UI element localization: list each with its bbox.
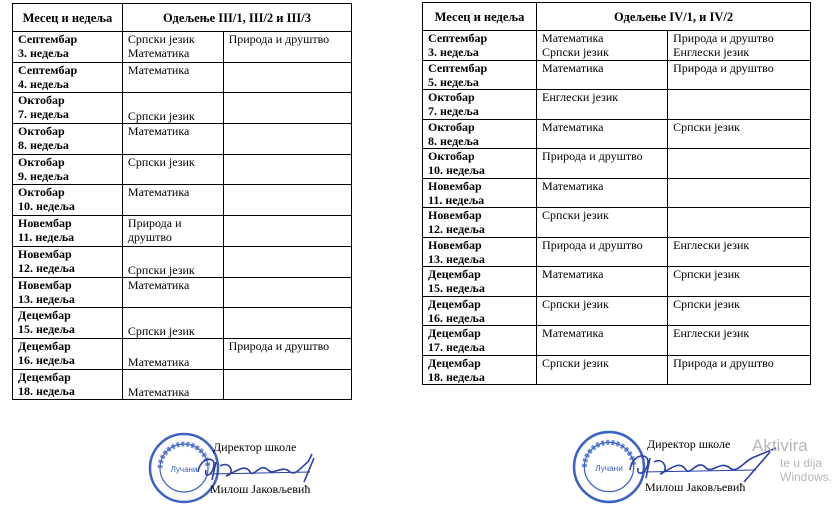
subject-label: Енглески језик bbox=[673, 237, 750, 252]
subject-label: Енглески језик bbox=[673, 45, 750, 59]
subject-label: Природа и друштво bbox=[673, 355, 774, 370]
signature-title: Директор школе bbox=[647, 437, 731, 451]
subject-cell bbox=[668, 208, 811, 238]
month-label: Септембар bbox=[18, 32, 78, 46]
subject-cell bbox=[668, 355, 811, 385]
table-row bbox=[423, 178, 811, 208]
subject-cell bbox=[223, 93, 351, 124]
subject-cell bbox=[537, 296, 668, 326]
subject-cell bbox=[537, 208, 668, 238]
month-label: Децембар bbox=[18, 338, 71, 353]
month-label: Октобар bbox=[18, 93, 65, 108]
subject-cell bbox=[537, 326, 668, 356]
table-row bbox=[13, 369, 352, 400]
month-label: Октобар bbox=[428, 90, 475, 104]
subject-label: Математика bbox=[127, 185, 190, 200]
table-row bbox=[13, 308, 352, 339]
subject-cell bbox=[122, 277, 223, 308]
week-label: 15. недеља bbox=[428, 281, 485, 295]
subject-cell bbox=[668, 149, 811, 179]
month-label: Октобар bbox=[428, 149, 475, 163]
subject-label: Математика bbox=[542, 267, 604, 281]
subject-cell bbox=[122, 338, 223, 369]
month-week-cell bbox=[13, 369, 123, 400]
week-label: 16. недеља bbox=[18, 352, 75, 367]
subject-label: Математика bbox=[542, 326, 604, 340]
subject-cell bbox=[223, 369, 351, 400]
month-week-cell bbox=[13, 246, 123, 277]
subject-cell bbox=[223, 277, 351, 308]
month-week-cell bbox=[423, 119, 537, 149]
month-week-cell bbox=[13, 277, 123, 308]
week-label: 8. недеља bbox=[428, 133, 479, 148]
month-label: Септембар bbox=[428, 60, 488, 75]
week-label: 3. недеља bbox=[18, 46, 69, 60]
table-row bbox=[423, 237, 811, 267]
subject-label: Природа и друштво bbox=[228, 32, 330, 46]
subject-label: Математика bbox=[542, 178, 604, 193]
table-row bbox=[13, 338, 352, 369]
month-week-cell bbox=[423, 355, 537, 385]
month-label: Октобар bbox=[428, 119, 475, 134]
table-row bbox=[423, 31, 811, 61]
month-label: Септембар bbox=[428, 31, 488, 45]
week-label: 16. недеља bbox=[428, 310, 485, 325]
month-label: Новембар bbox=[428, 208, 482, 222]
table-row bbox=[13, 277, 352, 308]
subject-label: Српски језик bbox=[127, 262, 195, 277]
stamp-center-text: Лучани bbox=[170, 465, 198, 474]
subject-cell bbox=[668, 296, 811, 326]
subject-label: Природа и друштво bbox=[673, 60, 774, 75]
subject-label: Српски језик bbox=[127, 32, 195, 46]
subject-cell bbox=[537, 60, 668, 90]
subject-label: Природа и bbox=[127, 216, 182, 231]
month-label: Децембар bbox=[428, 296, 481, 311]
subject-cell bbox=[223, 62, 351, 93]
windows-activation-watermark bbox=[752, 436, 832, 484]
header-class: Одељење IV/1, и IV/2 bbox=[537, 3, 811, 31]
month-week-cell bbox=[13, 124, 123, 155]
subject-cell bbox=[223, 216, 351, 247]
subject-cell bbox=[537, 149, 668, 179]
watermark-line-1: Aktivira bbox=[752, 436, 808, 455]
watermark-line-3: Windows. bbox=[780, 470, 832, 484]
subject-label: Математика bbox=[127, 277, 190, 292]
subject-cell bbox=[122, 308, 223, 339]
subject-cell bbox=[122, 93, 223, 124]
schedule-table-grade-3 bbox=[12, 3, 352, 400]
month-label: Децембар bbox=[428, 267, 481, 281]
signature-title: Директор школе bbox=[213, 440, 297, 454]
subject-label: Српски језик bbox=[673, 296, 740, 311]
month-week-cell bbox=[423, 31, 537, 61]
table-row bbox=[423, 119, 811, 149]
table-row bbox=[423, 267, 811, 297]
week-label: 13. недеља bbox=[18, 291, 75, 306]
month-week-cell bbox=[423, 178, 537, 208]
subject-label: Природа и друштво bbox=[542, 237, 643, 252]
week-label: 17. недеља bbox=[428, 340, 485, 354]
table-row bbox=[13, 185, 352, 216]
month-label: Новембар bbox=[18, 246, 72, 261]
subject-label: Природа и друштво bbox=[542, 149, 643, 163]
week-label: 10. недеља bbox=[428, 163, 485, 177]
subject-cell bbox=[668, 90, 811, 120]
subject-cell bbox=[668, 60, 811, 90]
subject-cell bbox=[537, 355, 668, 385]
subject-cell bbox=[223, 124, 351, 155]
week-label: 3. недеља bbox=[428, 45, 479, 59]
month-label: Новембар bbox=[18, 216, 72, 231]
subject-label: Математика bbox=[127, 354, 190, 369]
subject-label: Енглески језик bbox=[542, 90, 619, 104]
subject-cell bbox=[223, 32, 351, 63]
week-label: 7. недеља bbox=[428, 104, 479, 118]
week-label: 15. недеља bbox=[18, 322, 75, 337]
week-label: 10. недеља bbox=[18, 199, 75, 214]
month-label: Новембар bbox=[428, 237, 482, 252]
subject-cell bbox=[668, 267, 811, 297]
subject-cell bbox=[537, 267, 668, 297]
month-week-cell bbox=[423, 326, 537, 356]
week-label: 11. недеља bbox=[428, 192, 485, 207]
month-week-cell bbox=[13, 308, 123, 339]
subject-cell bbox=[223, 185, 351, 216]
subject-cell bbox=[122, 32, 223, 63]
subject-cell bbox=[668, 119, 811, 149]
week-label: 18. недеља bbox=[18, 383, 75, 398]
header-month-week: Месец и недеља bbox=[13, 4, 123, 32]
subject-label: друштво bbox=[127, 230, 172, 245]
subject-label: Српски језик bbox=[127, 154, 195, 169]
month-week-cell bbox=[423, 237, 537, 267]
subject-label: Српски језик bbox=[673, 267, 740, 281]
subject-cell bbox=[537, 90, 668, 120]
signature-name: Милош Јаковљевић bbox=[645, 480, 746, 494]
week-label: 13. недеља bbox=[428, 251, 485, 266]
week-label: 5. недеља bbox=[428, 74, 479, 89]
stamp-center-text: Лучани bbox=[595, 464, 623, 474]
schedule-table-grade-4 bbox=[422, 2, 811, 385]
subject-cell bbox=[223, 338, 351, 369]
month-week-cell bbox=[13, 338, 123, 369]
subject-cell bbox=[122, 185, 223, 216]
subject-label: Српски језик bbox=[542, 355, 609, 370]
week-label: 12. недеља bbox=[18, 260, 75, 275]
subject-label: Математика bbox=[542, 31, 604, 45]
subject-cell bbox=[223, 154, 351, 185]
subject-label: Математика bbox=[542, 119, 604, 134]
month-week-cell bbox=[13, 154, 123, 185]
subject-label: Математика bbox=[127, 46, 190, 60]
watermark-line-2: te u dija bbox=[780, 456, 823, 470]
table-row bbox=[423, 355, 811, 385]
table-row bbox=[423, 90, 811, 120]
table-row bbox=[13, 32, 352, 63]
subject-cell bbox=[537, 31, 668, 61]
month-label: Октобар bbox=[18, 185, 65, 200]
header-class: Одељење III/1, III/2 и III/3 bbox=[122, 4, 351, 32]
month-week-cell bbox=[13, 32, 123, 63]
month-week-cell bbox=[13, 216, 123, 247]
subject-label: Математика bbox=[127, 124, 190, 139]
month-week-cell bbox=[423, 90, 537, 120]
handwritten-signature bbox=[190, 450, 340, 486]
header-month-week: Месец и недеља bbox=[423, 3, 537, 31]
subject-label: Српски језик bbox=[542, 296, 609, 311]
subject-label: Енглески језик bbox=[673, 326, 750, 340]
subject-label: Природа и друштво bbox=[228, 338, 330, 353]
month-week-cell bbox=[423, 208, 537, 238]
subject-cell bbox=[537, 237, 668, 267]
week-label: 7. недеља bbox=[18, 107, 69, 122]
subject-cell bbox=[668, 31, 811, 61]
signature-name: Милош Јаковљевић bbox=[210, 482, 311, 496]
subject-cell bbox=[537, 178, 668, 208]
month-week-cell bbox=[13, 93, 123, 124]
week-label: 11. недеља bbox=[18, 230, 75, 245]
subject-label: Математика bbox=[127, 385, 190, 400]
subject-cell bbox=[537, 119, 668, 149]
month-label: Децембар bbox=[18, 369, 71, 384]
subject-label: Српски језик bbox=[542, 45, 609, 59]
month-week-cell bbox=[423, 267, 537, 297]
week-label: 8. недеља bbox=[18, 138, 69, 153]
subject-label: Математика bbox=[542, 60, 604, 75]
month-week-cell bbox=[13, 62, 123, 93]
month-label: Новембар bbox=[18, 277, 72, 292]
table-row bbox=[13, 216, 352, 247]
subject-cell bbox=[122, 154, 223, 185]
subject-label: Српски језик bbox=[127, 323, 195, 338]
week-label: 18. недеља bbox=[428, 369, 485, 384]
week-label: 9. недеља bbox=[18, 168, 69, 183]
subject-cell bbox=[668, 178, 811, 208]
month-week-cell bbox=[423, 296, 537, 326]
month-week-cell bbox=[423, 149, 537, 179]
month-label: Септембар bbox=[18, 62, 78, 77]
subject-cell bbox=[122, 216, 223, 247]
subject-cell bbox=[223, 308, 351, 339]
table-row bbox=[423, 208, 811, 238]
month-label: Новембар bbox=[428, 178, 482, 193]
table-row bbox=[13, 93, 352, 124]
subject-cell bbox=[122, 62, 223, 93]
table-row bbox=[423, 149, 811, 179]
table-row bbox=[423, 60, 811, 90]
table-row bbox=[13, 154, 352, 185]
month-label: Децембар bbox=[18, 308, 71, 323]
table-row bbox=[13, 62, 352, 93]
table-row bbox=[423, 326, 811, 356]
subject-cell bbox=[223, 246, 351, 277]
subject-label: Српски језик bbox=[127, 109, 195, 124]
subject-label: Српски језик bbox=[542, 208, 609, 222]
month-week-cell bbox=[423, 60, 537, 90]
table-row bbox=[423, 296, 811, 326]
month-label: Децембар bbox=[428, 326, 481, 340]
subject-cell bbox=[122, 124, 223, 155]
month-label: Децембар bbox=[428, 355, 481, 370]
subject-label: Српски језик bbox=[673, 119, 740, 134]
table-row bbox=[13, 246, 352, 277]
subject-cell bbox=[122, 369, 223, 400]
month-label: Октобар bbox=[18, 124, 65, 139]
subject-cell bbox=[668, 237, 811, 267]
month-week-cell bbox=[13, 185, 123, 216]
week-label: 12. недеља bbox=[428, 222, 485, 236]
subject-cell bbox=[668, 326, 811, 356]
subject-label: Математика bbox=[127, 62, 190, 77]
week-label: 4. недеља bbox=[18, 76, 69, 91]
month-label: Октобар bbox=[18, 154, 65, 169]
table-row bbox=[13, 124, 352, 155]
subject-cell bbox=[122, 246, 223, 277]
subject-label: Природа и друштво bbox=[673, 31, 774, 45]
